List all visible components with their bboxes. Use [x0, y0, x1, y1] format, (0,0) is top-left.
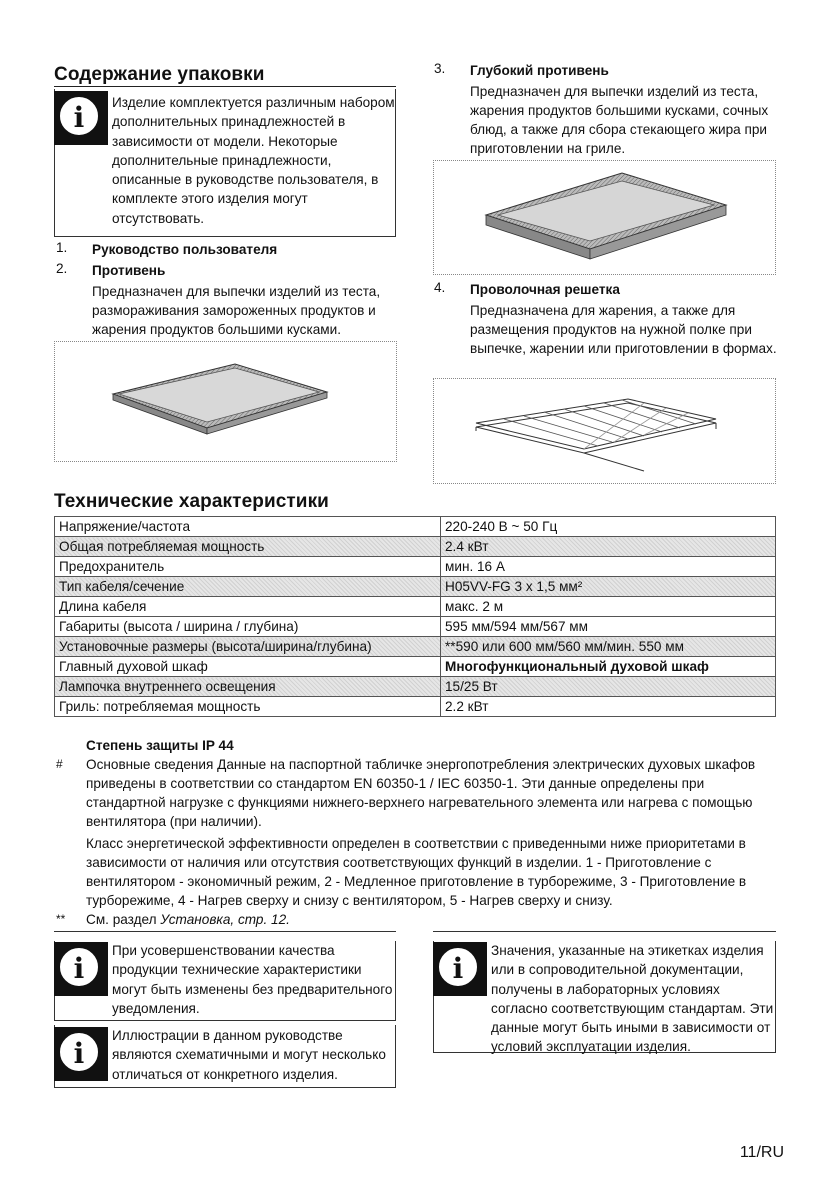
- table-row: [55, 617, 776, 637]
- spec-label: Тип кабеля/сечение: [55, 577, 441, 597]
- spec-label: Лампочка внутреннего освещения: [55, 677, 441, 697]
- item-text-deep-tray: Предназначен для выпечки изделий из теста, жарения продуктов большими кусками, сочных блюд, а также для сбора стекающего жира при приготовлении на гриле.: [470, 84, 769, 156]
- spec-value: **590 или 600 мм/560 мм/мин. 550 мм: [441, 637, 776, 657]
- table-row: [55, 697, 776, 717]
- info-icon: i: [54, 91, 108, 145]
- item-number: 3.: [434, 61, 446, 76]
- protection-class: Степень защиты IP 44: [86, 738, 234, 753]
- footnote-star-text: См. раздел Установка, стр. 12.: [86, 912, 290, 927]
- footnote-star-mark: **: [56, 912, 66, 926]
- spec-value: 595 мм/594 мм/567 мм: [441, 617, 776, 637]
- bottom-rule-right: [433, 931, 776, 932]
- specs-table: [54, 516, 776, 717]
- spec-value: 220-240 В ~ 50 Гц: [441, 517, 776, 537]
- info-note-package: [54, 89, 396, 237]
- spec-label: Длина кабеля: [55, 597, 441, 617]
- note-text-values: Значения, указанные на этикетках изделия или в сопроводительной документации, получены в лабораторных условиях согласно соответствующим стандартам. Эти данные могут быть иными в зависимости от условий эксплуатации изделия.: [491, 943, 774, 1055]
- package-title: Содержание упаковки: [54, 64, 265, 85]
- table-row: [55, 517, 776, 537]
- info-icon: i: [54, 942, 108, 996]
- footnote-hash-mark: #: [56, 757, 63, 771]
- item-title-tray: Противень: [92, 263, 166, 278]
- table-row: [55, 557, 776, 577]
- spec-value: 2.2 кВт: [441, 697, 776, 717]
- info-note-improvement: [54, 941, 396, 1021]
- spec-label: Главный духовой шкаф: [55, 657, 441, 677]
- page-number: 11/RU: [739, 1144, 784, 1161]
- wire-rack-image: [433, 378, 776, 484]
- item-number: 1.: [56, 240, 68, 255]
- spec-label: Напряжение/частота: [55, 517, 441, 537]
- item-title-wire-rack: Проволочная решетка: [470, 282, 620, 297]
- item-number: 4.: [434, 280, 446, 295]
- item-title-manual: Руководство пользователя: [92, 242, 278, 257]
- spec-label: Предохранитель: [55, 557, 441, 577]
- specs-title: Технические характеристики: [54, 491, 329, 512]
- spec-value: Многофункциональный духовой шкаф: [441, 657, 776, 677]
- spec-value: 15/25 Вт: [441, 677, 776, 697]
- info-note-text: Изделие комплектуется различным набором дополнительных принадлежностей в зависимости от модели. Некоторые дополнительные принадлежности, описанные в руководстве пользователя, в комплекте этого изделия могут отсутствовать.: [112, 95, 395, 226]
- footnote-hash-text-1: Основные сведения Данные на паспортной табличке энергопотребления электрических духовых шкафов приведены в соответствии со стандартом EN 60350-1 / IEC 60350-1. Эти данные определены при стандартной нагрузке с функциями нижнего-верхнего нагревательного элемента или нагрева с помощью вентилятора (при наличии).: [86, 757, 756, 829]
- table-row: [55, 657, 776, 677]
- item-number: 2.: [56, 261, 68, 276]
- item-text-wire-rack: Предназначена для жарения, а также для размещения продуктов на нужной полке при выпечке, жарении или приготовлении в формах.: [470, 303, 777, 356]
- note-text-improvement: При усовершенствовании качества продукции технические характеристики могут быть изменены без предварительного уведомления.: [112, 943, 393, 1016]
- section-title-package: [54, 64, 396, 87]
- note-text-illustrations: Иллюстрации в данном руководстве являются схематичными и могут несколько отличаться от конкретного изделия.: [112, 1028, 386, 1082]
- table-row: [55, 637, 776, 657]
- section-title-specs: [54, 491, 776, 514]
- spec-label: Установочные размеры (высота/ширина/глубина): [55, 637, 441, 657]
- footnote-hash-text-2: Класс энергетической эффективности определен в соответствии с приведенными ниже приоритетами в зависимости от наличия или отсутствия соответствующих функций в изделии. 1 - Приготовление с вентилятором - экономичный режим, 2 - Медленное приготовление в турборежиме, 3 - Приготовление в турборежиме, 4 - Нагрев сверху и снизу с вентилятором, 5 - Нагрев сверху и снизу.: [86, 836, 747, 908]
- info-note-illustrations: [54, 1025, 396, 1088]
- info-icon: i: [54, 1027, 108, 1081]
- table-row: [55, 537, 776, 557]
- spec-value: мин. 16 А: [441, 557, 776, 577]
- info-icon: i: [433, 942, 487, 996]
- item-title-deep-tray: Глубокий противень: [470, 63, 609, 78]
- spec-value: макс. 2 м: [441, 597, 776, 617]
- item-text-tray: Предназначен для выпечки изделий из теста, размораживания замороженных продуктов и жарения продуктов большими кусками.: [92, 284, 381, 337]
- table-row: [55, 577, 776, 597]
- tray-image: [54, 341, 397, 462]
- footnote-star-ref: Установка, стр. 12.: [160, 912, 290, 927]
- spec-label: Габариты (высота / ширина / глубина): [55, 617, 441, 637]
- deep-tray-image: [433, 160, 776, 275]
- spec-value: H05VV-FG 3 x 1,5 мм²: [441, 577, 776, 597]
- table-row: [55, 677, 776, 697]
- spec-label: Общая потребляемая мощность: [55, 537, 441, 557]
- bottom-rule-left: [54, 931, 396, 932]
- spec-value: 2.4 кВт: [441, 537, 776, 557]
- table-row: [55, 597, 776, 617]
- spec-label: Гриль: потребляемая мощность: [55, 697, 441, 717]
- info-note-values: [433, 941, 776, 1053]
